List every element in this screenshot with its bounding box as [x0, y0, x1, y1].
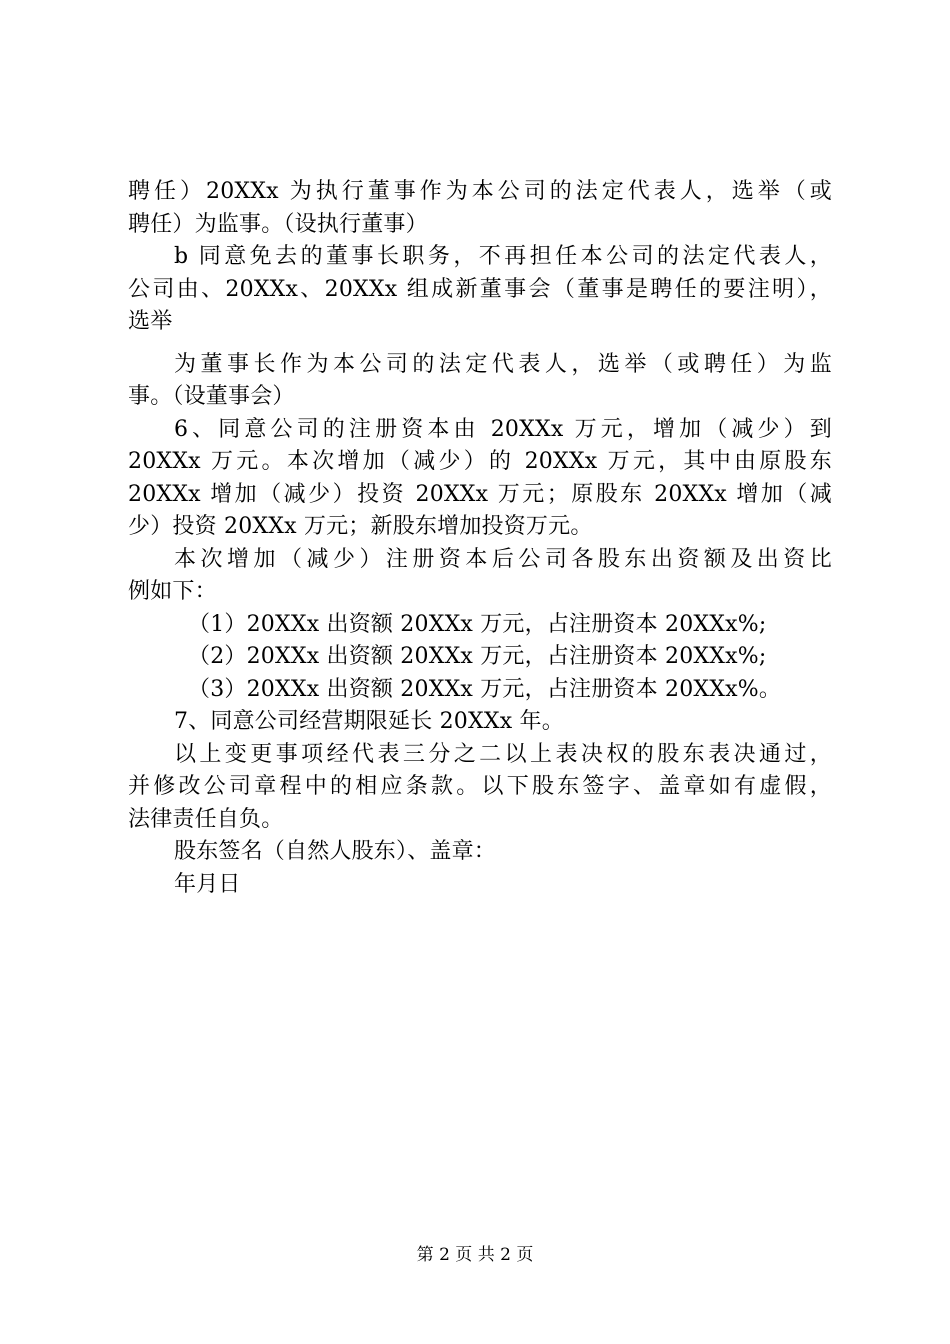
text-line: 6、同意公司的注册资本由 20XXx 万元，增加（减少）到: [174, 416, 832, 442]
text-line: 事。（设董事会）: [128, 384, 295, 409]
text-line: 公司由、20XXx、20XXx 组成新董事会（董事是聘任的要注明），: [128, 276, 832, 302]
text-line: 为董事长作为本公司的法定代表人，选举（或聘任）为监: [174, 351, 832, 377]
text-line: 7、同意公司经营期限延长 20XXx 年。: [174, 709, 564, 734]
text-line: 本次增加（减少）注册资本后公司各股东出资额及出资比: [174, 546, 832, 572]
text-line: 并修改公司章程中的相应条款。以下股东签字、盖章如有虚假，: [128, 774, 832, 799]
text-line: 年月日: [174, 871, 241, 897]
text-line: 聘任）20XXx 为执行董事作为本公司的法定代表人，选举（或: [128, 179, 832, 204]
text-line: （2）20XXx 出资额 20XXx 万元，占注册资本 20XXx%;: [188, 644, 767, 669]
text-line: （3）20XXx 出资额 20XXx 万元，占注册资本 20XXx%。: [188, 676, 782, 702]
text-line: 20XXx 增加（减少）投资 20XXx 万元；原股东 20XXx 增加（减: [128, 481, 832, 507]
text-line: b 同意免去的董事长职务，不再担任本公司的法定代表人，: [174, 244, 832, 269]
text-line: （1）20XXx 出资额 20XXx 万元，占注册资本 20XXx%;: [188, 611, 767, 637]
text-line: 股东签名（自然人股东）、盖章：: [174, 839, 497, 864]
text-line: 选举: [128, 309, 173, 334]
text-line: 法律责任自负。: [128, 806, 284, 832]
text-line: 聘任）为监事。（设执行董事）: [128, 211, 428, 237]
document-body: [128, 176, 832, 901]
text-line: 20XXx 万元。本次增加（减少）的 20XXx 万元，其中由原股东: [128, 449, 832, 474]
text-line: 例如下：: [128, 579, 217, 604]
text-line: 少）投资 20XXx 万元；新股东增加投资万元。: [128, 514, 593, 539]
text-line: 以上变更事项经代表三分之二以上表决权的股东表决通过，: [174, 741, 832, 767]
page-number-footer: 第 2 页 共 2 页: [416, 1245, 534, 1265]
